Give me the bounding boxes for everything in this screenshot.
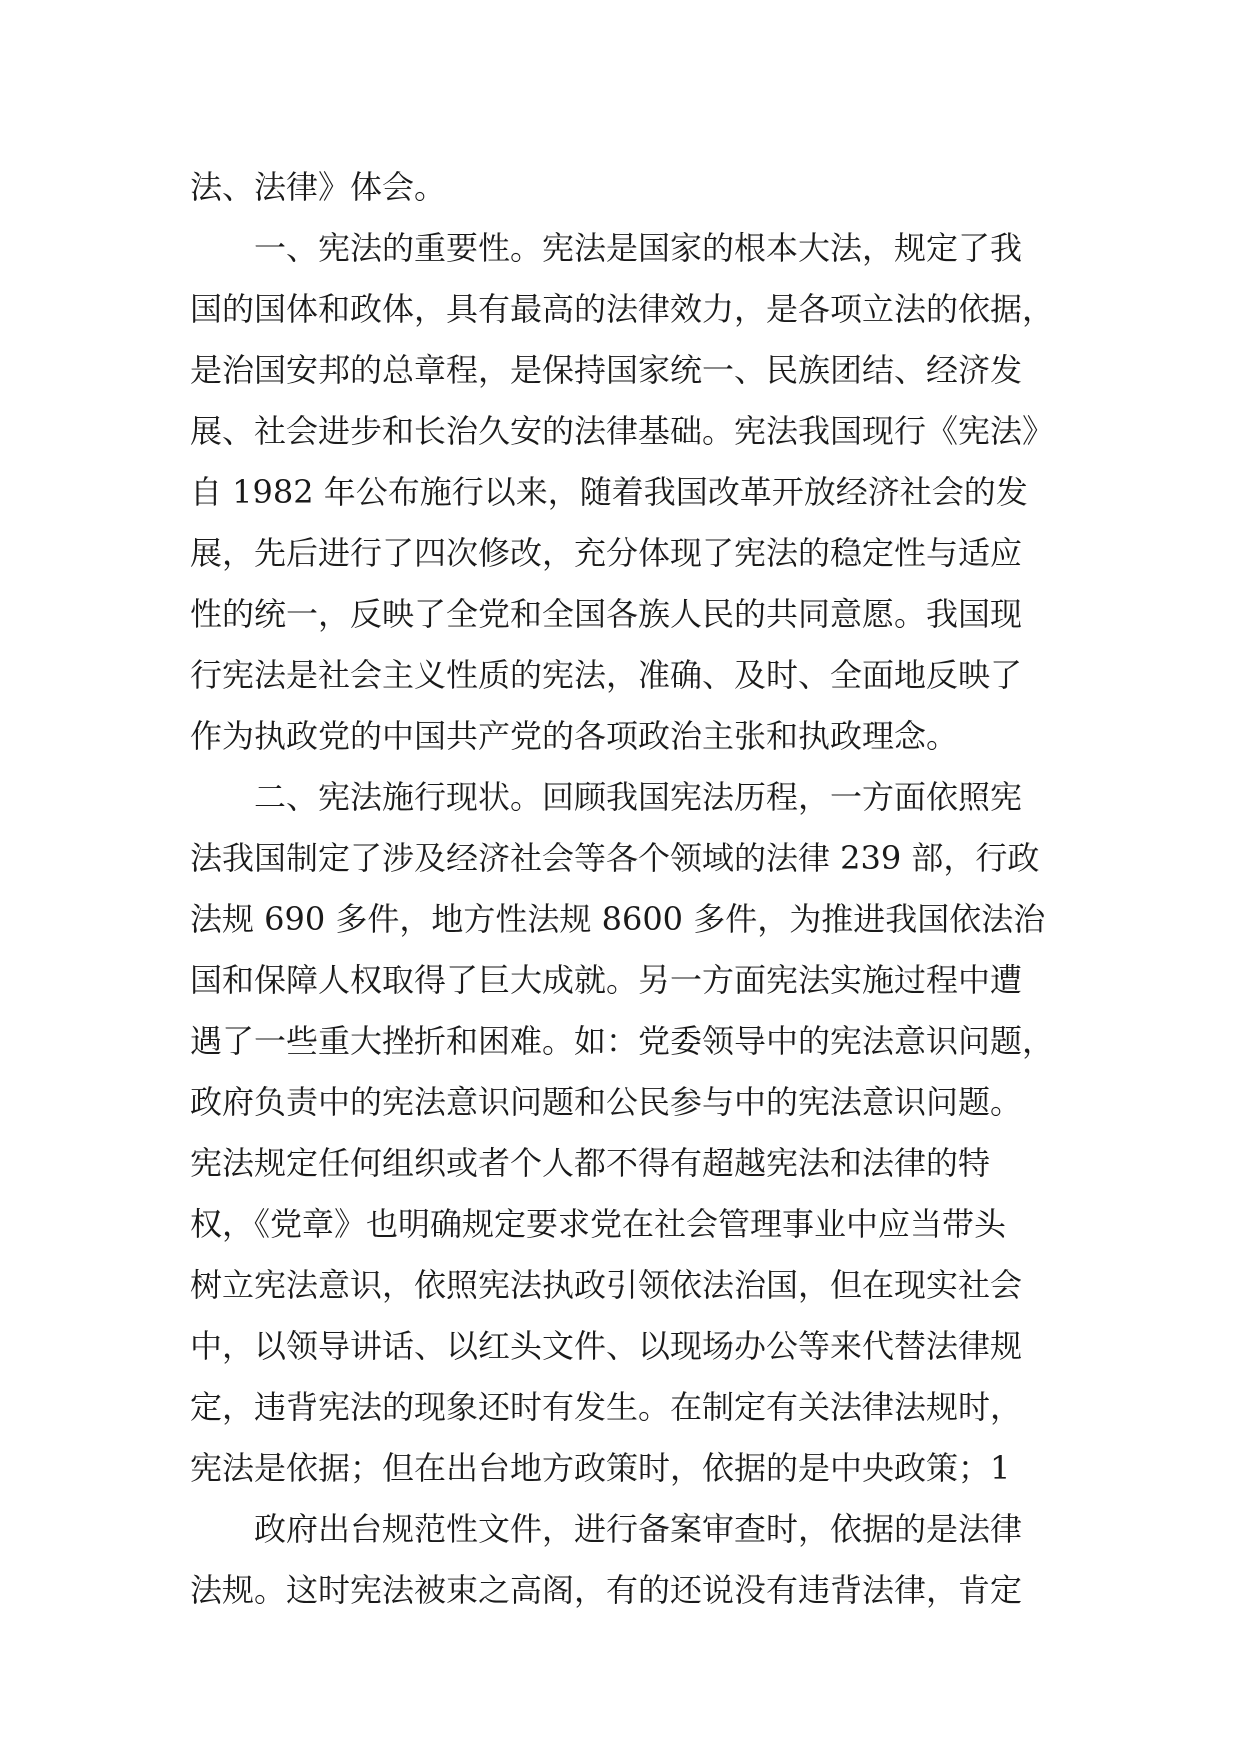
text-line: 法规 690 多件，地方性法规 8600 多件，为推进我国依法治 bbox=[190, 900, 1046, 938]
text-line: 遇了一些重大挫折和困难。如：党委领导中的宪法意识问题， bbox=[190, 1022, 1055, 1060]
text-line: 展，先后进行了四次修改，充分体现了宪法的稳定性与适应 bbox=[190, 534, 1023, 572]
text-line: 性的统一，反映了全党和全国各族人民的共同意愿。我国现 bbox=[190, 595, 1023, 633]
text-line: 作为执政党的中国共产党的各项政治主张和执政理念。 bbox=[190, 717, 959, 755]
text-line: 国的国体和政体，具有最高的法律效力，是各项立法的依据， bbox=[190, 290, 1055, 328]
text-line: 是治国安邦的总章程，是保持国家统一、民族团结、经济发 bbox=[190, 351, 1023, 389]
text-line: 行宪法是社会主义性质的宪法，准确、及时、全面地反映了 bbox=[190, 656, 1023, 694]
text-line: 定，违背宪法的现象还时有发生。在制定有关法律法规时， bbox=[190, 1388, 1023, 1426]
text-line: 权，《党章》也明确规定要求党在社会管理事业中应当带头 bbox=[190, 1205, 1007, 1243]
text-line: 宪法规定任何组织或者个人都不得有超越宪法和法律的特 bbox=[190, 1144, 991, 1182]
text-line: 法规。这时宪法被束之高阁，有的还说没有违背法律，肯定 bbox=[190, 1571, 1023, 1609]
paragraph-heading-line: 一、宪法的重要性。宪法是国家的根本大法，规定了我 bbox=[254, 229, 1023, 267]
text-line: 政府负责中的宪法意识问题和公民参与中的宪法意识问题。 bbox=[190, 1083, 1023, 1121]
text-line: 自 1982 年公布施行以来，随着我国改革开放经济社会的发 bbox=[190, 473, 1028, 511]
text-line: 展、社会进步和长治久安的法律基础。宪法我国现行《宪法》 bbox=[190, 412, 1055, 450]
text-line: 宪法是依据；但在出台地方政策时，依据的是中央政策；1 bbox=[190, 1449, 1011, 1487]
text-line: 国和保障人权取得了巨大成就。另一方面宪法实施过程中遭 bbox=[190, 961, 1023, 999]
paragraph-heading-line: 二、宪法施行现状。回顾我国宪法历程，一方面依照宪 bbox=[254, 778, 1023, 816]
text-line: 中，以领导讲话、以红头文件、以现场办公等来代替法律规 bbox=[190, 1327, 1023, 1365]
text-line: 法我国制定了涉及经济社会等各个领域的法律 239 部，行政 bbox=[190, 839, 1040, 877]
text-line: 政府出台规范性文件，进行备案审查时，依据的是法律 bbox=[254, 1510, 1023, 1548]
text-line: 法、法律》体会。 bbox=[190, 168, 447, 206]
text-line: 树立宪法意识，依照宪法执政引领依法治国，但在现实社会 bbox=[190, 1266, 1023, 1304]
